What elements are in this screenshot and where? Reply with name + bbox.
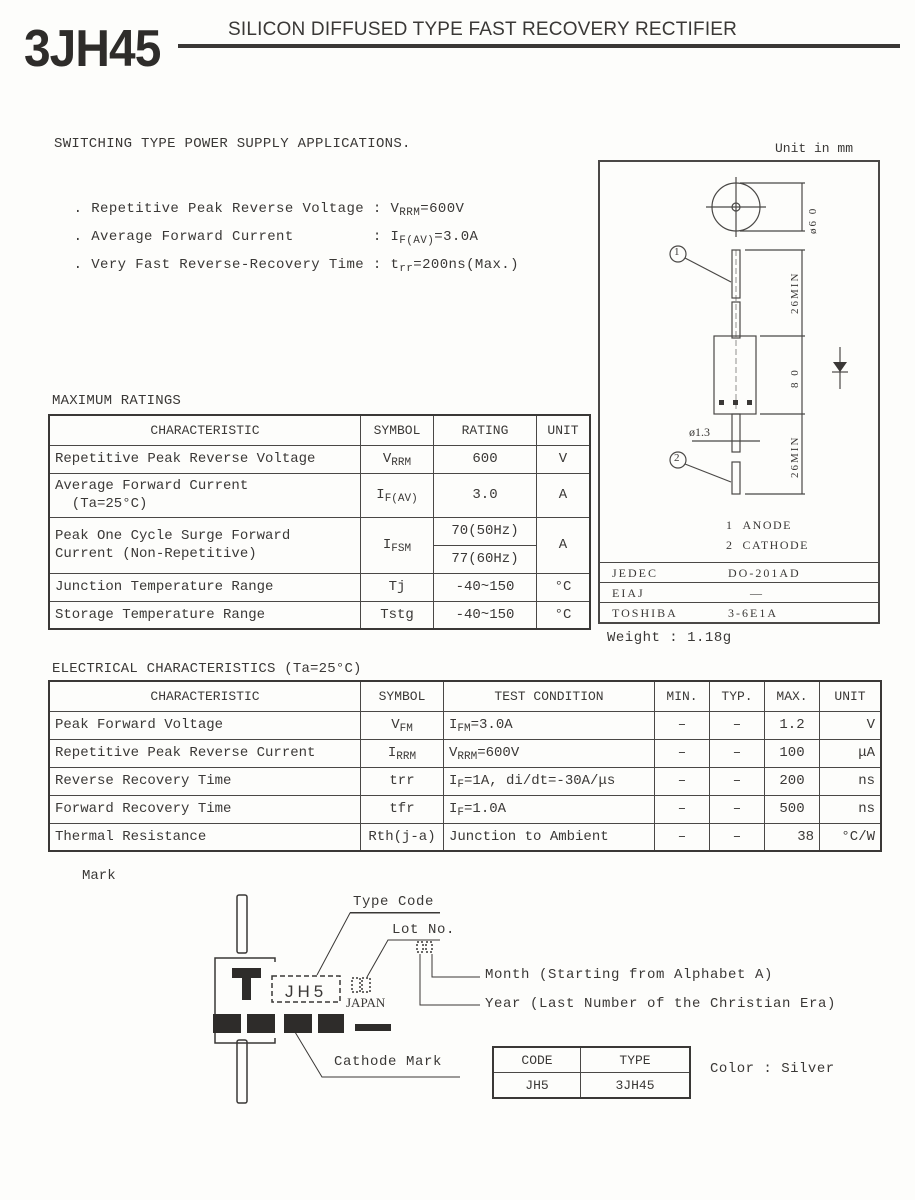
unit: A	[537, 473, 591, 517]
symbol: $I_{F(AV)}$	[361, 473, 434, 517]
feature-value: =3.0A	[434, 229, 479, 245]
typ: –	[710, 711, 765, 739]
rating: 600	[434, 445, 537, 473]
rating: 77(60Hz)	[434, 545, 537, 573]
col-header: CHARACTERISTIC	[49, 415, 361, 445]
typ: –	[710, 767, 765, 795]
rating: 70(50Hz)	[434, 517, 537, 545]
col-header: TYP.	[710, 681, 765, 711]
test-condition: $I_F=1A$, di/dt=-30A/μs	[444, 767, 655, 795]
unit: ns	[820, 767, 882, 795]
pin-name: ANODE	[742, 518, 792, 532]
table-row	[49, 473, 590, 517]
max: 200	[765, 767, 820, 795]
document-title: SILICON DIFFUSED TYPE FAST RECOVERY RECTIFIER	[228, 19, 738, 40]
unit: V	[537, 445, 591, 473]
table-header-row	[49, 415, 590, 445]
characteristic: Reverse Recovery Time	[49, 767, 361, 795]
unit: °C	[537, 601, 591, 629]
dim-body: 8 0	[789, 368, 801, 388]
characteristic: Average Forward Current (Ta=25°C)	[49, 473, 361, 517]
package-outline-box	[598, 160, 880, 624]
typ: –	[710, 739, 765, 767]
standard-org: TOSHIBA	[612, 606, 678, 620]
mark-section-label: Mark	[82, 868, 116, 884]
unit: V	[820, 711, 882, 739]
table-row	[49, 573, 590, 601]
table-row	[49, 795, 881, 823]
test-condition: $I_{FM}=3.0A$	[444, 711, 655, 739]
toshiba-logo-icon	[232, 968, 261, 1000]
feature-symbol-sub: RRM	[399, 207, 421, 219]
characteristic: Repetitive Peak Reverse Current	[49, 739, 361, 767]
min: –	[655, 767, 710, 795]
characteristic: Repetitive Peak Reverse Voltage	[49, 445, 361, 473]
table-row	[49, 601, 590, 629]
col-header: TYPE	[581, 1047, 691, 1073]
standard-row-eiaj	[600, 582, 878, 603]
max: 100	[765, 739, 820, 767]
mark-top-lead	[237, 895, 247, 953]
origin-marking: JAPAN	[346, 995, 386, 1010]
col-header: CODE	[493, 1047, 581, 1073]
pin-number: 2	[726, 538, 734, 552]
feature-symbol: t	[390, 257, 400, 273]
cathode-lead	[732, 462, 740, 494]
max-ratings-title: MAXIMUM RATINGS	[52, 393, 182, 409]
min: –	[655, 795, 710, 823]
table-row	[49, 445, 590, 473]
pin-name: CATHODE	[742, 538, 809, 552]
col-header: SYMBOL	[361, 415, 434, 445]
standard-row-toshiba	[600, 602, 878, 623]
characteristic: Peak Forward Voltage	[49, 711, 361, 739]
cathode-mark-label: Cathode Mark	[334, 1054, 443, 1070]
color-label: Color : Silver	[710, 1061, 835, 1077]
unit: μA	[820, 739, 882, 767]
table-row	[49, 517, 590, 545]
symbol: $I_{RRM}$	[361, 739, 444, 767]
callout-2: 2	[674, 452, 680, 464]
min: –	[655, 711, 710, 739]
unit: °C	[537, 573, 591, 601]
table-header-row	[49, 681, 881, 711]
elec-chars-table	[48, 680, 882, 852]
type-code-label: Type Code	[353, 894, 435, 910]
elec-chars-title: ELECTRICAL CHARACTERISTICS (Ta=25°C)	[52, 661, 362, 677]
part-number: 3JH45	[24, 20, 161, 78]
table-header-row	[493, 1047, 690, 1073]
unit: A	[537, 517, 591, 573]
characteristic: Storage Temperature Range	[49, 601, 361, 629]
feature-item	[56, 241, 519, 273]
symbol: Tstg	[361, 601, 434, 629]
symbol: trr	[361, 767, 444, 795]
table-row	[493, 1073, 690, 1099]
dim-lead-dia: ø1.3	[689, 425, 710, 439]
col-header: UNIT	[537, 415, 591, 445]
symbol: $I_{FSM}$	[361, 517, 434, 573]
code-cell: JH5	[493, 1073, 581, 1099]
month-label: Month (Starting from Alphabet A)	[485, 967, 774, 983]
typ: –	[710, 795, 765, 823]
dim-lead-top: 26MIN	[789, 271, 801, 314]
feature-value: =200ns(Max.)	[413, 257, 519, 273]
standard-code: —	[750, 586, 764, 600]
characteristic: Forward Recovery Time	[49, 795, 361, 823]
unit-label: Unit in mm	[775, 141, 854, 156]
col-header: RATING	[434, 415, 537, 445]
standard-code: DO-201AD	[728, 566, 801, 580]
max: 500	[765, 795, 820, 823]
title-rule	[178, 44, 900, 48]
pin-number: 1	[726, 518, 734, 532]
feature-symbol: I	[390, 229, 400, 245]
type-code-underline	[350, 912, 440, 913]
feature-symbol-sub: rr	[399, 263, 414, 275]
table-row	[49, 739, 881, 767]
package-drawing	[600, 162, 878, 562]
type-code-marking: JH5	[285, 982, 328, 1001]
col-header: TEST CONDITION	[444, 681, 655, 711]
feature-label: . Average Forward Current :	[73, 229, 391, 245]
pin-1-legend	[726, 518, 792, 533]
dim-diameter: ø6 0	[807, 206, 819, 234]
diode-symbol-icon	[833, 362, 847, 372]
feature-value: =600V	[420, 201, 465, 217]
test-condition: $I_F=1.0A$	[444, 795, 655, 823]
symbol: Rth(j-a)	[361, 823, 444, 851]
type-cell: 3JH45	[581, 1073, 691, 1099]
symbol: $V_{FM}$	[361, 711, 444, 739]
max: 38	[765, 823, 820, 851]
feature-label: . Very Fast Reverse-Recovery Time :	[73, 257, 391, 273]
weight-text: Weight : 1.18g	[607, 630, 732, 646]
standard-org: EIAJ	[612, 586, 645, 600]
year-label: Year (Last Number of the Christian Era)	[485, 996, 837, 1012]
test-condition: $V_{RRM}=600V$	[444, 739, 655, 767]
feature-symbol: V	[390, 201, 400, 217]
col-header: UNIT	[820, 681, 882, 711]
symbol: $V_{RRM}$	[361, 445, 434, 473]
standard-org: JEDEC	[612, 566, 658, 580]
lot-no-label: Lot No.	[392, 922, 456, 938]
col-header: MAX.	[765, 681, 820, 711]
table-row	[49, 711, 881, 739]
pin-2-legend	[726, 538, 809, 553]
unit: °C/W	[820, 823, 882, 851]
symbol: tfr	[361, 795, 444, 823]
col-header: CHARACTERISTIC	[49, 681, 361, 711]
mark-bottom-lead	[237, 1040, 247, 1103]
application-text: SWITCHING TYPE POWER SUPPLY APPLICATIONS.	[54, 136, 411, 152]
rating: -40~150	[434, 573, 537, 601]
symbol: Tj	[361, 573, 434, 601]
table-row	[49, 823, 881, 851]
typ: –	[710, 823, 765, 851]
unit: ns	[820, 795, 882, 823]
col-header: MIN.	[655, 681, 710, 711]
characteristic: Peak One Cycle Surge Forward Current (Non-Repetitive)	[49, 517, 361, 573]
standard-row-jedec	[600, 562, 878, 583]
feature-label: . Repetitive Peak Reverse Voltage :	[73, 201, 391, 217]
cathode-band	[213, 1014, 241, 1033]
min: –	[655, 739, 710, 767]
max: 1.2	[765, 711, 820, 739]
callout-1: 1	[674, 246, 680, 258]
min: –	[655, 823, 710, 851]
feature-symbol-sub: F(AV)	[399, 235, 435, 247]
max-ratings-table	[48, 414, 591, 630]
characteristic: Thermal Resistance	[49, 823, 361, 851]
standard-code: 3-6E1A	[728, 606, 778, 620]
rating: -40~150	[434, 601, 537, 629]
characteristic: Junction Temperature Range	[49, 573, 361, 601]
test-condition: Junction to Ambient	[444, 823, 655, 851]
rating: 3.0	[434, 473, 537, 517]
col-header: SYMBOL	[361, 681, 444, 711]
table-row	[49, 767, 881, 795]
dim-lead-bottom: 26MIN	[789, 435, 801, 478]
code-type-table	[492, 1046, 691, 1099]
